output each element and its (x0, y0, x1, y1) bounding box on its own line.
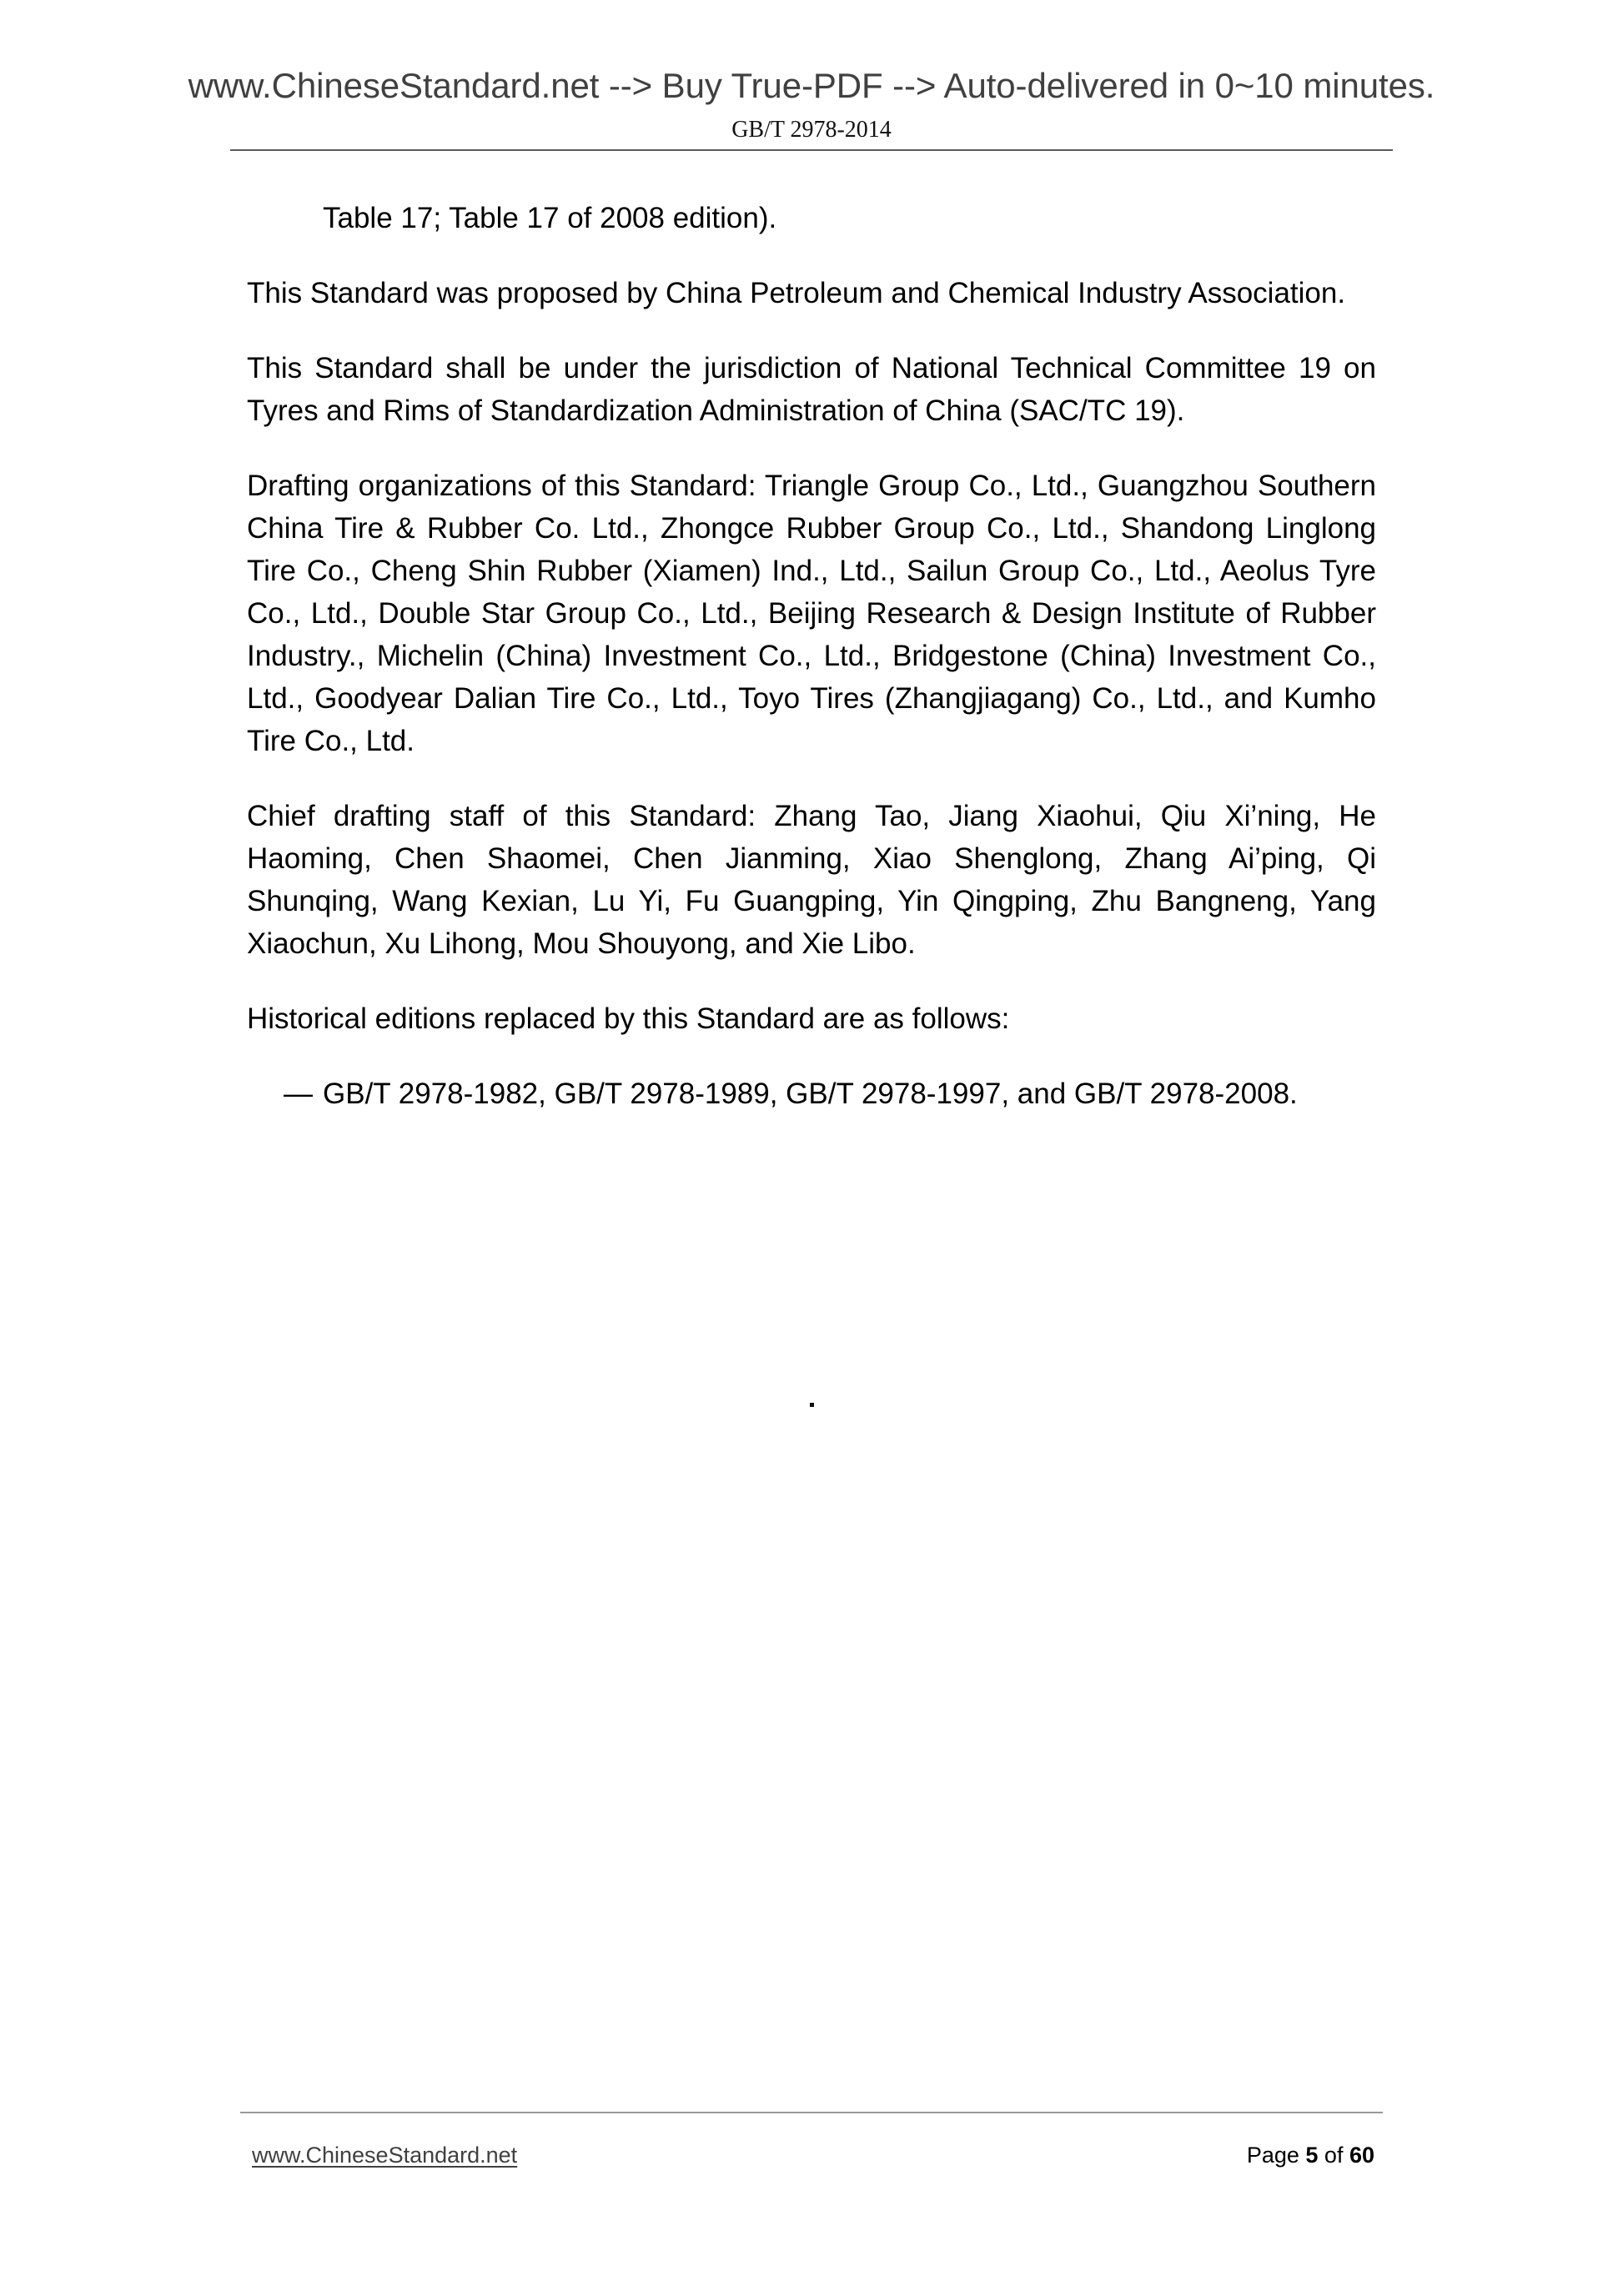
list-item-text: GB/T 2978-1982, GB/T 2978-1989, GB/T 2978-1997, and GB/T 2978-2008. (323, 1078, 1298, 1110)
page-prefix: Page (1246, 2143, 1306, 2168)
document-body (247, 197, 1376, 1148)
continued-text: Table 17; Table 17 of 2008 edition). (323, 202, 777, 234)
em-dash-bullet: — (284, 1078, 313, 1110)
paragraph-drafting-organizations: Drafting organizations of this Standard: Triangle Group Co., Ltd., Guangzhou Southern China Tire & Rubber Co. Ltd., Zhongce Rubber Group Co., Ltd., Shandong Linglong Tire Co., Cheng Shin Rubber (Xiamen) Ind., Ltd., Sailun Group Co., Ltd., Aeolus Tyre Co., Ltd., Double Star Group Co., Ltd., Beijing Research & Design Institute of Rubber Industry., Michelin (China) Investment Co., Ltd., Bridgestone (China) Investment Co., Ltd., Goodyear Dalian Tire Co., Ltd., Toyo Tires (Zhangjiagang) Co., Ltd., and Kumho Tire Co., Ltd. (247, 470, 1376, 757)
page-mid: of (1318, 2143, 1349, 2168)
header-banner: www.ChineseStandard.net --> Buy True-PDF --> Auto-delivered in 0~10 minutes. (188, 66, 1435, 105)
footer-divider (240, 2112, 1383, 2113)
paragraph-chief-drafting-staff: Chief drafting staff of this Standard: Zhang Tao, Jiang Xiaohui, Qiu Xi’ning, He Haoming, Chen Shaomei, Chen Jianming, Xiao Shenglong, Zhang Ai’ping, Qi Shunqing, Wang Kexian, Lu Yi, Fu Guangping, Yin Qingping, Zhu Bangneng, Yang Xiaochun, Xu Lihong, Mou Shouyong, and Xie Libo. (247, 800, 1376, 960)
stray-dot-mark (810, 1403, 814, 1407)
footer-website-link[interactable]: www.ChineseStandard.net (252, 2143, 518, 2168)
paragraph-proposer: This Standard was proposed by China Petroleum and Chemical Industry Association. (247, 277, 1346, 309)
paragraph-historical-editions: Historical editions replaced by this Standard are as follows: (247, 1002, 1010, 1035)
standard-code: GB/T 2978-2014 (731, 117, 892, 143)
paragraph-jurisdiction: This Standard shall be under the jurisdiction of National Technical Committee 19 on Tyres and Rims of Standardization Administration of China (SAC/TC 19). (247, 352, 1376, 427)
header-divider (230, 149, 1393, 151)
page-total: 60 (1349, 2143, 1374, 2168)
historical-editions-list-item (284, 1073, 1376, 1115)
page-number (1247, 2142, 1374, 2168)
page-current: 5 (1305, 2143, 1319, 2168)
